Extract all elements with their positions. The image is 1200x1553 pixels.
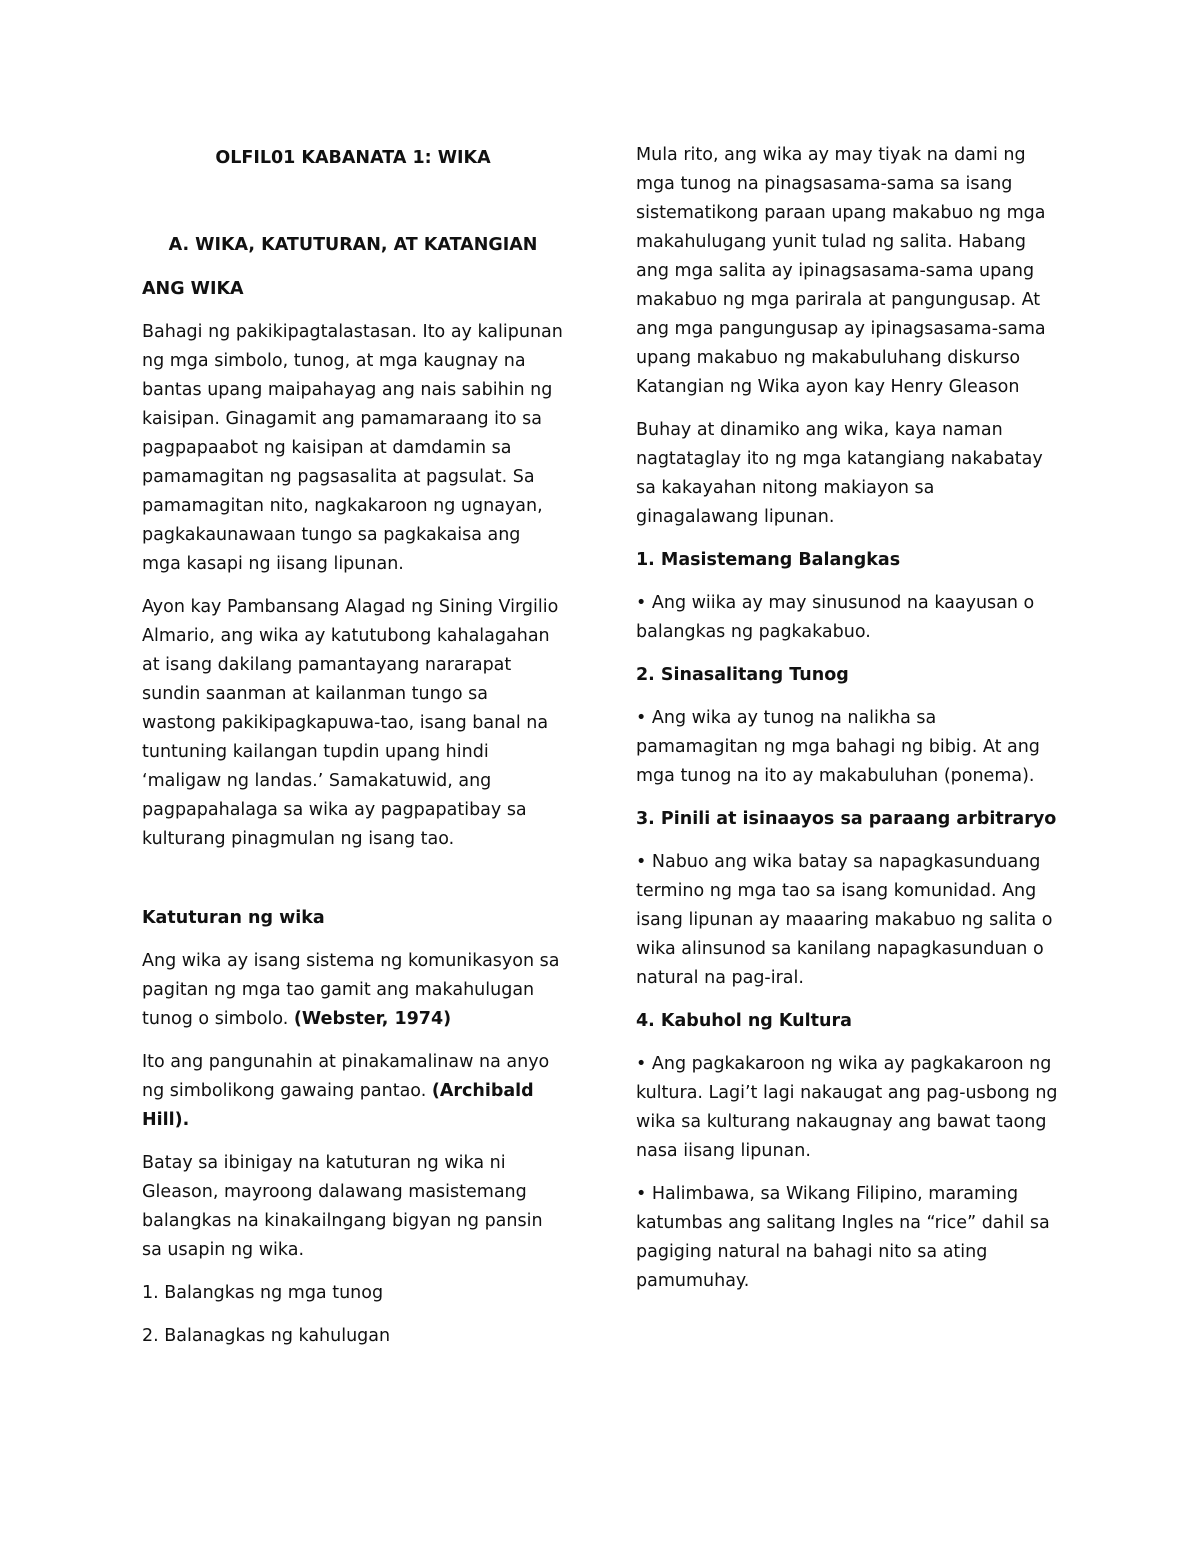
hill-text: Ito ang pangunahin at pinakamalinaw na anyo ng simbolikong gawaing pantao. [142,1052,550,1101]
list-item-balangkas-kahulugan: 2. Balanagkas ng kahulugan [142,1326,391,1346]
ang-wika-heading: ANG WIKA [142,279,244,299]
bullet-kabuhol-kultura: • Ang pagkakaroon ng wika ay pagkakaroon ng kultura. Lagi’t lagi nakaugat ang pag-usbong ng wika sa kulturang nakaugnay ang bawat taong nasa iisang lipunan. [636,1054,1058,1161]
bullet-masistemang-balangkas: • Ang wiika ay may sinusunod na kaayusan o balangkas ng pagkakabuo. [636,593,1035,642]
section-title: A. WIKA, KATUTURAN, AT KATANGIAN [168,235,538,255]
bullet-arbitraryo: • Nabuo ang wika batay sa napagkasunduang termino ng mga tao sa isang komunidad. Ang isang lipunan ay maaaring makabuo ng salita o wika alinsunod sa kanilang napagkasunduan o natural na pag-iral. [636,852,1053,988]
katuturan-section [142,904,564,1351]
webster-citation: (Webster, 1974) [293,1009,452,1029]
heading-kabuhol-kultura: 4. Kabuhol ng Kultura [636,1011,852,1031]
paragraph-almario: Ayon kay Pambansang Alagad ng Sining Virgilio Almario, ang wika ay katutubong kahalagahan at isang dakilang pamantayang nararapat sundin saanman at kailanman tungo sa wastong pakikipagkapuwa-tao, isang banal na tuntuning kailangan tupdin upang hindi ‘maligaw ng landas.’ Samakatuwid, ang pagpapahalaga sa wika ay pagpapatibay sa kulturang pinagmulan ng isang tao. [142,597,559,849]
paragraph-buhay-dinamiko: Buhay at dinamiko ang wika, kaya naman nagtataglay ito ng mga katangiang nakabatay sa kakayahan nitong makiayon sa ginagalawang lipunan. [636,420,1043,527]
heading-sinasalitang-tunog: 2. Sinasalitang Tunog [636,665,849,685]
paragraph-gleason: Batay sa ibinigay na katuturan ng wika ni Gleason, mayroong dalawang masistemang balangkas na kinakailngang bigyan ng pansin sa usapin ng wika. [142,1153,543,1260]
hill-citation: (Archibald Hill). [142,1081,534,1130]
heading-arbitraryo: 3. Pinili at isinaayos sa paraang arbitraryo [636,809,1057,829]
bullet-sinasalitang-tunog: • Ang wika ay tunog na nalikha sa pamamagitan ng mga bahagi ng bibig. At ang mga tunog na ito ay makabuluhan (ponema). [636,708,1040,786]
heading-masistemang-balangkas: 1. Masistemang Balangkas [636,550,901,570]
paragraph-hill [142,1048,564,1135]
document-title: OLFIL01 KABANATA 1: WIKA [215,148,491,168]
right-content [636,141,1058,1296]
webster-text: Ang wika ay isang sistema ng komunikasyon sa pagitan ng mga tao gamit ang makahulugan tunog o simbolo. [142,951,560,1029]
list-item-balangkas-tunog: 1. Balangkas ng mga tunog [142,1283,384,1303]
katuturan-heading: Katuturan ng wika [142,908,325,928]
left-content [142,275,564,854]
paragraph-mula-rito: Mula rito, ang wika ay may tiyak na dami ng mga tunog na pinagsasama-sama sa isang sistematikong paraan upang makabuo ng mga makahulugang yunit tulad ng salita. Habang ang mga salita ay ipinagsasama-sama upang makabuo ng mga parirala at pangungusap. At ang mga pangungusap ay ipinagsasama-sama upang makabuo ng makabuluhang diskurso Katangian ng Wika ayon kay Henry Gleason [636,145,1046,397]
bullet-halimbawa: • Halimbawa, sa Wikang Filipino, maraming katumbas ang salitang Ingles na “rice” dahil sa pagiging natural na bahagi nito sa ating pamumuhay. [636,1184,1050,1291]
paragraph-webster [142,947,564,1034]
paragraph-ang-wika: Bahagi ng pakikipagtalastasan. Ito ay kalipunan ng mga simbolo, tunog, at mga kaugnay na bantas upang maipahayag ang nais sabihin ng kaisipan. Ginagamit ang pamamaraang ito sa pagpapaabot ng kaisipan at damdamin sa pamamagitan ng pagsasalita at pagsulat. Sa pamamagitan nito, nagkakaroon ng ugnayan, pagkakaunawaan tungo sa pagkakaisa ang mga kasapi ng iisang lipunan. [142,322,563,574]
